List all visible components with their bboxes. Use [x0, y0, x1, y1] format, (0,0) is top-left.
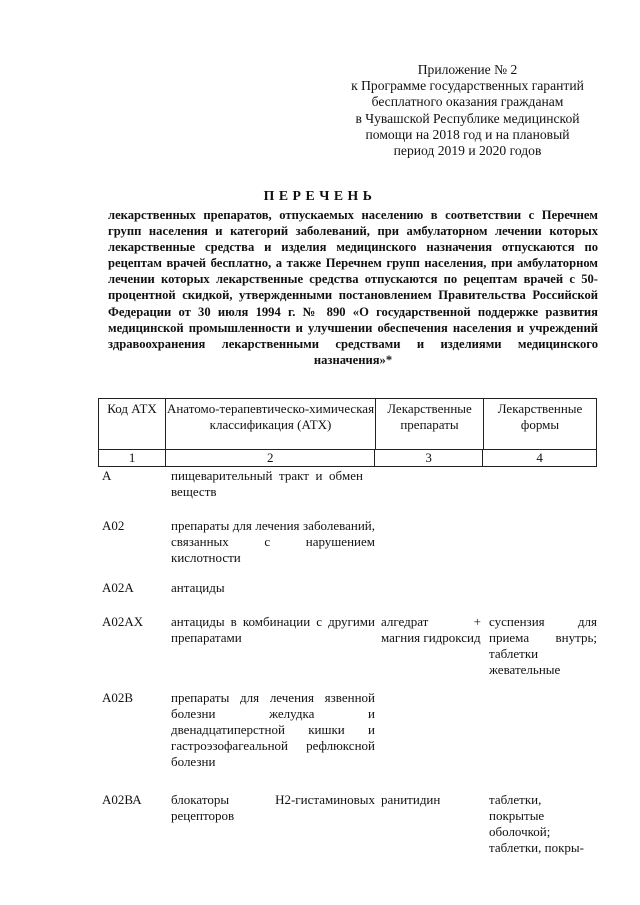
column-number: 1 [98, 450, 165, 466]
cell-code: А [102, 468, 112, 483]
appendix-line: бесплатного оказания гражданам [371, 94, 564, 110]
table-number-row [98, 449, 597, 467]
cell-code: А02В [102, 690, 134, 705]
appendix-reference [330, 62, 605, 159]
cell-classification: пищеварительный тракт и обмен веществ [171, 468, 363, 499]
cell-classification: препараты для лечения заболеваний, связанных с нарушением кислотности [171, 518, 375, 565]
table-header-row [98, 398, 597, 449]
cell-form: суспензия для приема внутрь; таблетки жевательные [489, 614, 597, 677]
appendix-line: Приложение № 2 [417, 62, 518, 77]
document-subtitle: лекарственных препаратов, отпускаемых населению в соответствии с Перечнем групп населения и категорий заболеваний, при амбулаторном лечении которых лекарственные средства и изделия медицинского назначения отпускаются по рецептам врачей бесплатно, а также Перечнем групп населения, при амбулаторном лечении которых лекарственные средства отпускаются по рецептам врачей с 50-процентной скидкой, утвержденными постановлением Правительства Российской Федерации от 30 июля 1994 г. № 890 «О государственной поддержке развития медицинской промышленности и улучшении обеспечения населения и учреждений здравоохранения лекарственными средствами и изделиями медицинского назначения»* [108, 208, 598, 367]
cell-drug: ранитидин [381, 792, 441, 807]
cell-code: А02А [102, 580, 134, 595]
cell-classification: блокаторы Н2-гистаминовых рецепторов [171, 792, 375, 823]
cell-form: таблетки, покрытые оболочкой; таблетки, покры- [489, 792, 584, 855]
appendix-line: в Чувашской Республике медицинской [355, 110, 580, 126]
cell-code: А02АХ [102, 614, 144, 629]
cell-code: А02 [102, 518, 125, 533]
appendix-line: к Программе государственных гарантий [351, 78, 584, 94]
cell-classification: препараты для лечения язвенной болезни желудка и двенадцатиперстной кишки и гастроэзофагеальной рефлюксной болезни [171, 690, 375, 769]
appendix-line: помощи на 2018 год и на плановый [365, 126, 570, 142]
cell-drug: алгедрат + магния гидроксид [381, 614, 481, 645]
drug-list-table [98, 398, 597, 855]
column-number: 2 [165, 450, 374, 466]
cell-classification: антациды в комбинации с другими препаратами [171, 614, 375, 645]
cell-code: А02ВА [102, 792, 142, 807]
column-number: 4 [482, 450, 597, 466]
cell-classification: антациды [171, 580, 225, 595]
header-classification: Анатомо-терапевтическо-химическая классификация (АТХ) [165, 399, 375, 449]
header-code: Код АТХ [98, 399, 165, 449]
header-forms: Лекарственные формы [483, 399, 597, 449]
header-drugs: Лекарственные препараты [375, 399, 483, 449]
column-number: 3 [374, 450, 482, 466]
appendix-line: период 2019 и 2020 годов [393, 143, 542, 159]
document-title: ПЕРЕЧЕНЬ [263, 188, 377, 203]
